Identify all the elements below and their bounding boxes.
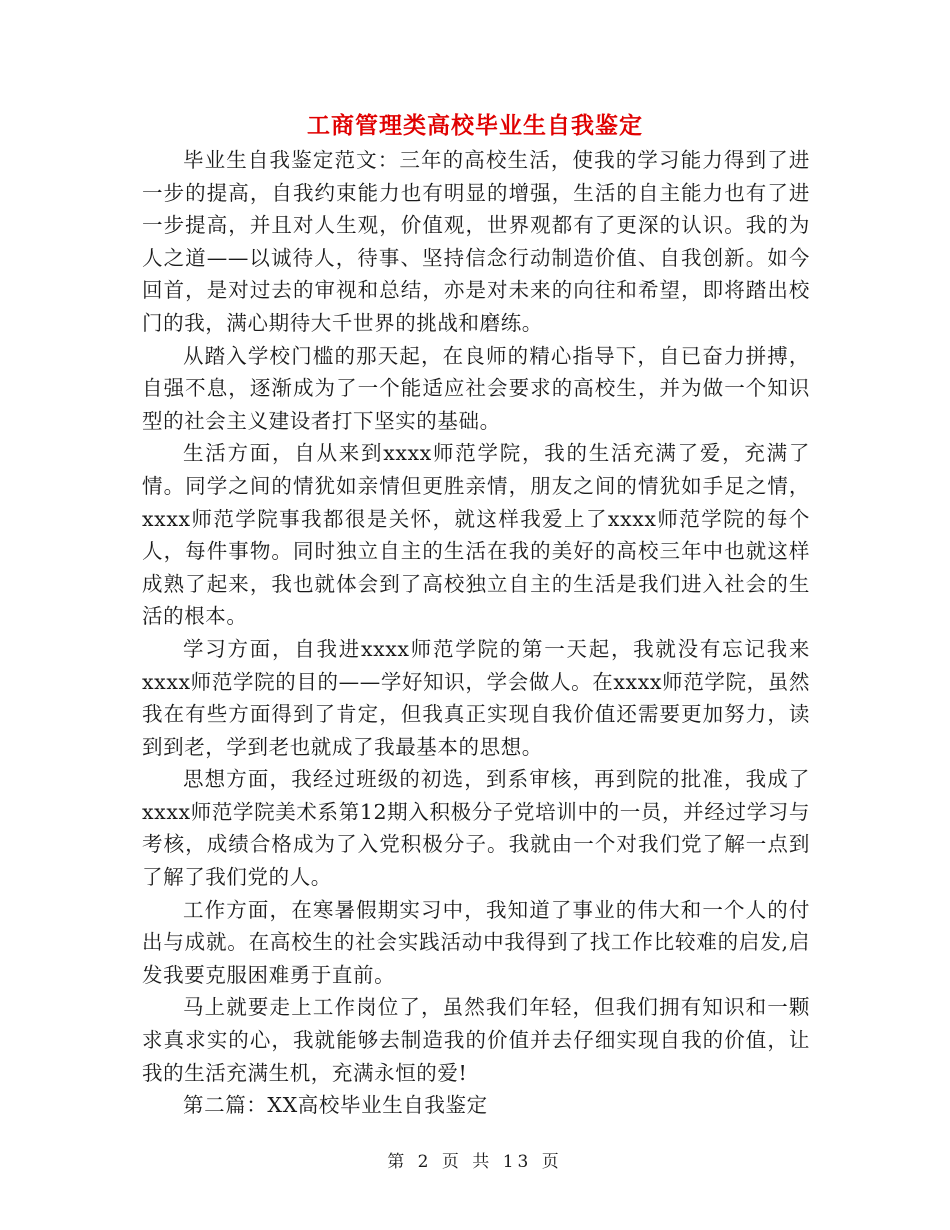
- paragraph-7: 马上就要走上工作岗位了，虽然我们年轻，但我们拥有知识和一颗求真求实的心，我就能够去制造我的价值并去仔细实现自我的价值，让我的生活充满生机，充满永恒的爱!: [142, 995, 810, 1085]
- paragraph-6: 工作方面，在寒暑假期实习中，我知道了事业的伟大和一个人的付出与成就。在高校生的社会实践活动中我得到了找工作比较难的启发,启发我要克服困难勇于直前。: [142, 897, 810, 987]
- document-title: 工商管理类高校毕业生自我鉴定: [307, 113, 643, 139]
- paragraph-2: 从踏入学校门槛的那天起，在良师的精心指导下，自已奋力拼搏，自强不息，逐渐成为了一个能适应社会要求的高校生，并为做一个知识型的社会主义建设者打下坚实的基础。: [142, 343, 810, 433]
- document-body: [142, 144, 810, 1122]
- paragraph-3: 生活方面，自从来到xxxx师范学院，我的生活充满了爱，充满了情。同学之间的情犹如亲情但更胜亲情，朋友之间的情犹如手足之情，xxxx师范学院事我都很是关怀，就这样我爱上了xxxx师范学院的每个人，每件事物。同时独立自主的生活在我的美好的高校三年中也就这样成熟了起来，我也就体会到了高校独立自主的生活是我们进入社会的生活的根本。: [142, 441, 810, 629]
- paragraph-5: 思想方面，我经过班级的初选，到系审核，再到院的批准，我成了xxxx师范学院美术系第12期入积极分子党培训中的一员，并经过学习与考核，成绩合格成为了入党积极分子。我就由一个对我们党了解一点到了解了我们党的人。: [142, 767, 810, 890]
- page-number-footer: 第 2 页 共 13 页: [387, 1152, 563, 1172]
- paragraph-4: 学习方面，自我进xxxx师范学院的第一天起，我就没有忘记我来xxxx师范学院的目的——学好知识，学会做人。在xxxx师范学院，虽然我在有些方面得到了肯定，但我真正实现自我价值还需要更加努力，读到到老，学到老也就成了我最基本的思想。: [142, 636, 810, 759]
- section-heading-second: 第二篇：XX高校毕业生自我鉴定: [183, 1093, 488, 1118]
- paragraph-1: 毕业生自我鉴定范文：三年的高校生活，使我的学习能力得到了进一步的提高，自我约束能力也有明显的增强，生活的自主能力也有了进一步提高，并且对人生观，价值观，世界观都有了更深的认识。我的为人之道——以诚待人，待事、坚持信念行动制造价值、自我创新。如今回首，是对过去的审视和总结，亦是对未来的向往和希望，即将踏出校门的我，满心期待大千世界的挑战和磨练。: [142, 148, 810, 335]
